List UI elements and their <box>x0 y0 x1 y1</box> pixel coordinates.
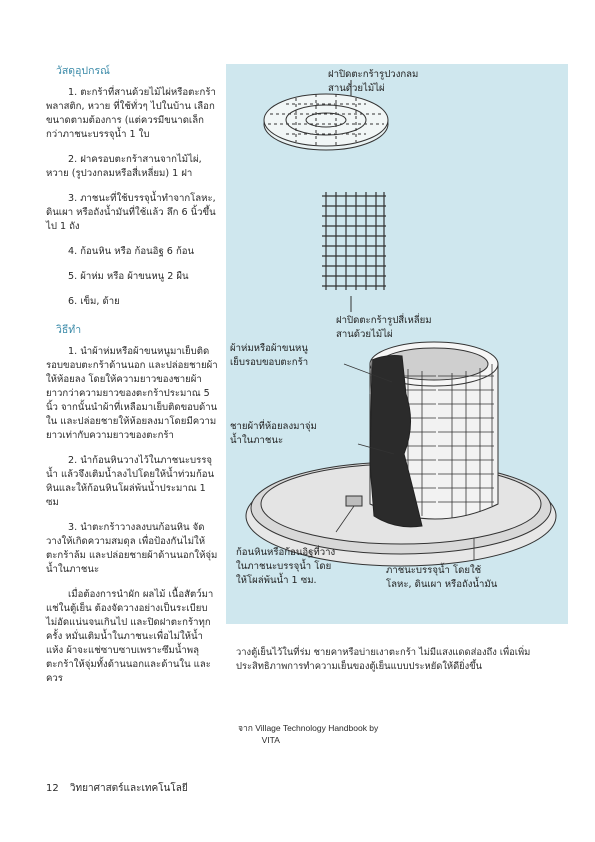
materials-item-3: 3. ภาชนะที่ใช้บรรจุน้ำทำจากโลหะ, ดินเผา หรือถังน้ำมันที่ใช้แล้ว ลึก 6 นิ้วขึ้นไป 1 ถัง <box>46 193 216 232</box>
method-usage-paragraph: เมื่อต้องการนำผัก ผลไม้ เนื้อสัตว์มาแช่ในตู้เย็น ต้องจัดวางอย่างเป็นระเบียบ ไม่อัดแน่นจนเกินไป และปิดฝาตะกร้าทุกครั้ง หมั่นเติมน้ำในภาชนะเพื่อไม่ให้น้ำแห้ง ผ้าจะแช่ซาบซาบเพราะซึมน้ำพลุ ตะกร้าให้จุ่มทั้งด้านนอกและด้านใน และควร <box>46 589 214 684</box>
label-towel: ผ้าห่มหรือผ้าขนหนู เย็บรอบขอบตะกร้า <box>230 343 309 368</box>
materials-heading: วัสดุอุปกรณ์ <box>56 65 110 77</box>
method-step-1: 1. นำผ้าห่มหรือผ้าขนหนูมาเย็บติดรอบขอบตะกร้าด้านนอก และปล่อยชายผ้าให้ห้อยลง โดยให้ความยาวของชายผ้ายาวกว่าความยาวของตะกร้าประมาณ 5 นิ้ว จากนั้นนำผ้าที่เหลือมาเย็บติดขอบด้านใน และปล่อยชายให้ห้อยลงมาโดยมีความยาวเท่ากับความยาวของตะกร้า <box>46 346 218 441</box>
label-round-lid: ฝาปิดตะกร้ารูปวงกลม สานด้วยไม้ไผ่ <box>328 69 419 94</box>
materials-item-6: 6. เข็ม, ด้าย <box>68 296 120 307</box>
label-stones: ก้อนหินหรือก้อนอิฐที่วาง ในภาชนะบรรจุน้ำ โดย ให้โผล่พ้นน้ำ 1 ซม. <box>236 547 336 586</box>
page-number: 12 <box>46 783 59 794</box>
label-water-container: ภาชนะบรรจุน้ำ โดยใช้ โลหะ, ดินเผา หรือถังน้ำมัน <box>386 565 498 590</box>
left-column <box>46 64 218 697</box>
label-cloth-end: ชายผ้าที่ห้อยลงมาจุ่ม น้ำในภาชนะ <box>230 421 317 446</box>
materials-item-4: 4. ก้อนหิน หรือ ก้อนอิฐ 6 ก้อน <box>68 246 195 257</box>
illustration-panel <box>226 64 568 624</box>
magazine-name: วิทยาศาสตร์และเทคโนโลยี <box>69 783 188 794</box>
square-lid-drawing <box>322 192 386 290</box>
materials-item-1: 1. ตะกร้าที่สานด้วยไม้ไผ่หรือตะกร้าพลาสติก, หวาย ที่ใช้ทั่วๆ ไปในบ้าน เลือกขนาดตามต้องการ (แต่ควรมีขนาดเล็กกว่าภาชนะบรรจุน้ำ 1 ใบ <box>46 87 216 140</box>
materials-item-2: 2. ฝาครอบตะกร้าสานจากไม้ไผ่, หวาย (รูปวงกลมหรือสี่เหลี่ยม) 1 ฝา <box>46 154 202 179</box>
materials-item-5: 5. ผ้าห่ม หรือ ผ้าขนหนู 2 ผืน <box>68 271 189 282</box>
round-lid-drawing <box>264 94 388 150</box>
label-square-lid: ฝาปิดตะกร้ารูปสี่เหลี่ยม สานด้วยไม้ไผ่ <box>336 315 432 340</box>
source-credit: จาก Village Technology Handbook by VITA <box>238 723 379 745</box>
method-step-2: 2. นำก้อนหินวางไว้ในภาชนะบรรจุน้ำ แล้วจึงเติมน้ำลงไปโดยให้น้ำท่วมก้อนหินและให้ก้อนหินโผล่พ้นน้ำประมาณ 1 ซม <box>46 455 215 508</box>
closing-paragraph: วางตู้เย็นไว้ในที่ร่ม ชายคาหรือบ่ายเงาตะกร้า ไม่มีแสงแดดส่องถึง เพื่อเพิ่มประสิทธิภาพการทำความเย็นของตู้เย็นแบบประหยัดให้ดียิ่งขึ้น <box>236 647 531 672</box>
page-footer <box>46 781 188 796</box>
method-step-3: 3. นำตะกร้าวางลงบนก้อนหิน จัดวางให้เกิดความสมดุล เพื่อป้องกันไม่ให้ตะกร้าล้ม และปล่อยชายผ้าด้านนอกให้จุ่มน้ำในภาชนะ <box>46 522 218 575</box>
method-heading: วิธีทำ <box>56 324 82 336</box>
